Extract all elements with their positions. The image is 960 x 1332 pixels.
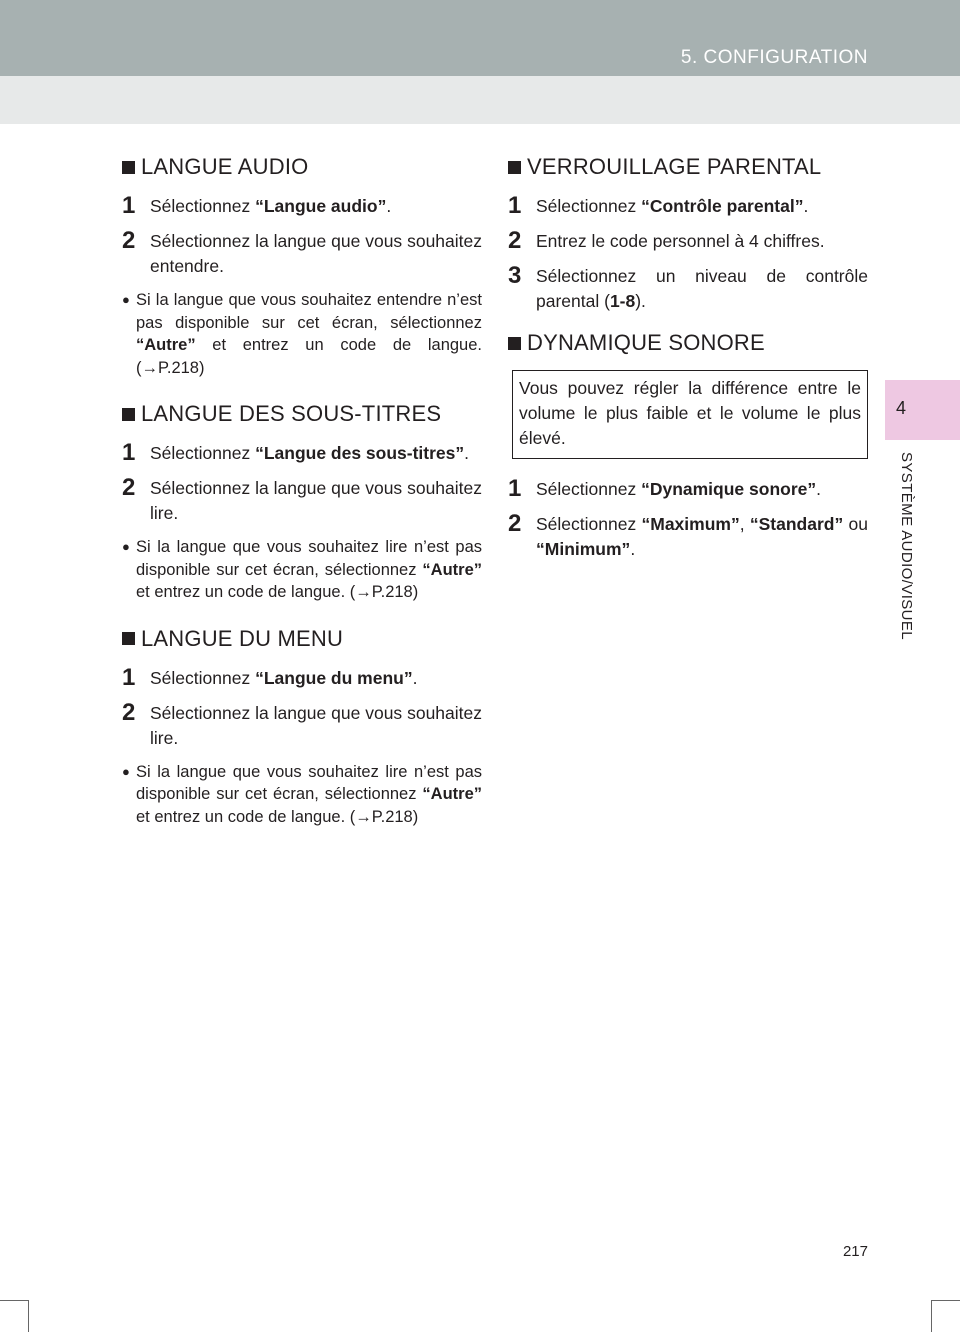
option-name: “Autre” — [136, 336, 196, 354]
left-column — [122, 152, 482, 844]
option-name: “Minimum” — [536, 539, 631, 559]
info-box: Vous pouvez régler la différence entre le volume le plus faible et le volume le plus élevé. — [512, 370, 868, 459]
section-heading: DYNAMIQUE SONORE — [508, 328, 868, 358]
step-item: 1 Sélectionnez “Contrôle parental”. — [508, 192, 809, 219]
square-bullet-icon — [122, 632, 135, 645]
chapter-tab-number: 4 — [895, 398, 906, 418]
step-item: 2 Sélectionnez la langue que vous souhaitez entendre. — [122, 227, 482, 276]
crop-mark — [28, 1300, 29, 1332]
section-heading: LANGUE DU MENU — [122, 624, 482, 654]
option-name: “Maximum” — [641, 514, 740, 534]
option-name: “Langue audio” — [255, 196, 387, 216]
step-item: 2 Entrez le code personnel à 4 chiffres. — [508, 227, 825, 254]
bullet-dot-icon: ● — [122, 539, 130, 554]
bullet-dot-icon: ● — [122, 763, 130, 779]
option-name: 1-8 — [609, 291, 636, 311]
step-item: 2 Sélectionnez la langue que vous souhaitez lire. — [122, 698, 482, 748]
square-bullet-icon — [508, 161, 521, 174]
step-item: 1 Sélectionnez “Langue audio”. — [122, 192, 392, 219]
option-name: “Langue du menu” — [255, 667, 413, 688]
section-heading: LANGUE DES SOUS-TITRES — [122, 399, 482, 429]
step-item: 2 Sélectionnez la langue que vous souhaitez lire. — [122, 474, 482, 523]
header-bar — [0, 0, 960, 76]
square-bullet-icon — [122, 408, 135, 421]
note-bullet: ● Si la langue que vous souhaitez lire n’est pas disponible sur cet écran, sélectionnez “Autre” et entrez un code de langue. (→P.218) — [126, 761, 482, 829]
chapter-tab-label: SYSTÈME AUDIO/VISUEL — [898, 452, 915, 641]
note-bullet: ● Si la langue que vous souhaitez lire n’est pas disponible sur cet écran, sélectionnez “Autre” et entrez un code de langue. (→P.218) — [126, 536, 482, 604]
step-item: 1 Sélectionnez “Langue du menu”. — [122, 663, 418, 691]
section-dynamique-sonore — [508, 328, 868, 562]
option-name: “Dynamique sonore” — [641, 479, 817, 499]
crop-mark — [932, 1300, 960, 1301]
section-langue-audio — [122, 152, 482, 379]
page-number: 217 — [842, 1243, 868, 1260]
square-bullet-icon — [508, 337, 521, 350]
option-name: “Contrôle parental” — [641, 196, 804, 216]
step-item: 1 Sélectionnez “Langue des sous-titres”. — [122, 439, 470, 466]
step-item: 1 Sélectionnez “Dynamique sonore”. — [508, 475, 821, 502]
section-langue-sous-titres — [122, 399, 482, 604]
bullet-dot-icon: ● — [122, 292, 130, 307]
option-name: “Standard” — [749, 514, 844, 534]
section-verrouillage-parental — [508, 152, 868, 314]
note-bullet: ● Si la langue que vous souhaitez entendre n’est pas disponible sur cet écran, sélectionnez “Autre” et entrez un code de langue. (→P.218) — [126, 289, 482, 379]
section-heading: LANGUE AUDIO — [122, 152, 482, 182]
right-column — [508, 152, 868, 572]
section-heading: VERROUILLAGE PARENTAL — [508, 152, 868, 182]
step-item: 3 Sélectionnez un niveau de contrôle parental (1-8). — [508, 262, 868, 311]
crop-mark — [931, 1300, 932, 1332]
section-langue-du-menu — [122, 624, 482, 829]
option-name: “Autre” — [422, 560, 482, 579]
chapter-tab — [885, 380, 960, 440]
option-name: “Autre” — [422, 785, 482, 803]
chapter-title: 5. CONFIGURATION — [680, 47, 868, 68]
step-item: 2 Sélectionnez “Maximum”, “Standard” ou “Minimum”. — [508, 510, 868, 559]
option-name: “Langue des sous-titres” — [255, 443, 465, 463]
square-bullet-icon — [122, 161, 135, 174]
crop-mark — [0, 1300, 28, 1301]
